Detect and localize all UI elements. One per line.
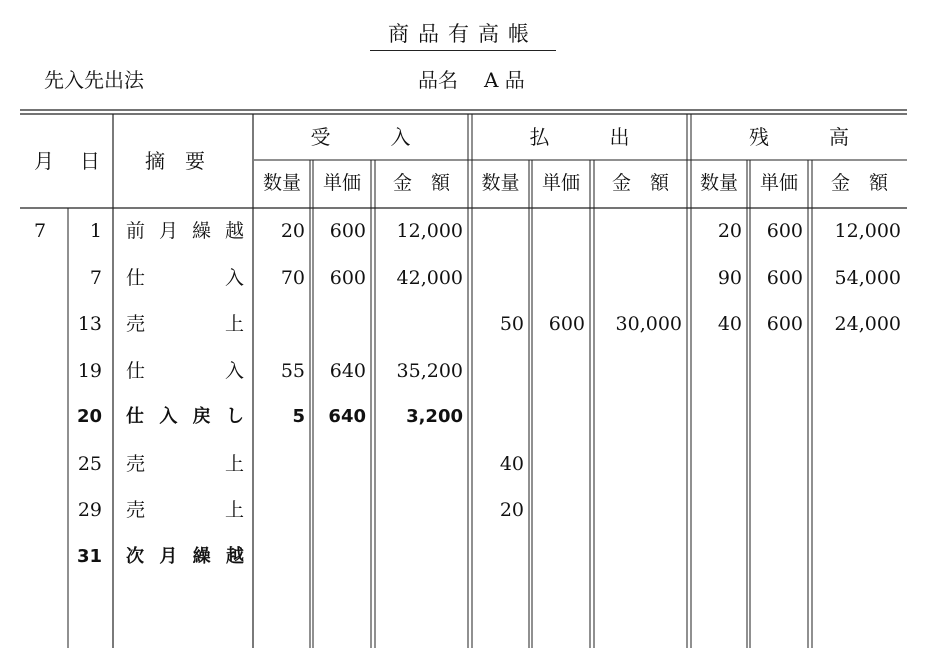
cell-bal-price: 600 (766, 267, 803, 289)
header-in-price: 単価 (322, 172, 361, 194)
cell-in-amount: 42,000 (396, 267, 463, 289)
cell-in-price: 640 (329, 360, 366, 382)
header-bal-price: 単価 (759, 172, 798, 194)
cell-bal-price: 600 (766, 220, 803, 242)
header-payments: 払 出 (529, 125, 630, 149)
ledger-title: 商品有高帳 (370, 18, 556, 51)
cell-out-qty: 20 (499, 499, 524, 521)
cell-bal-price: 600 (766, 313, 803, 335)
cell-bal-qty: 20 (717, 220, 742, 242)
cell-day: 7 (89, 267, 102, 289)
cell-day: 19 (77, 360, 102, 382)
cell-day: 13 (77, 313, 102, 335)
cell-day: 20 (76, 406, 102, 427)
header-in-amount: 金 額 (392, 172, 450, 194)
cell-summary: 売 上 (126, 453, 244, 475)
header-out-price: 単価 (541, 172, 580, 194)
cell-in-amount: 35,200 (396, 360, 463, 382)
cell-summary: 前月繰越 (126, 220, 244, 242)
cell-out-amount: 30,000 (615, 313, 682, 335)
cell-out-qty: 40 (499, 453, 524, 475)
cell-bal-amount: 54,000 (834, 267, 901, 289)
header-bal-amount: 金 額 (830, 172, 888, 194)
header-balance: 残 高 (749, 125, 849, 149)
cell-in-amount: 12,000 (396, 220, 463, 242)
header-month: 月 (34, 149, 54, 173)
cell-summary: 次月繰越 (126, 546, 244, 567)
cell-summary: 仕 入 (126, 267, 244, 289)
cell-bal-qty: 90 (717, 267, 742, 289)
cell-bal-amount: 12,000 (834, 220, 901, 242)
cell-out-qty: 50 (499, 313, 524, 335)
header-summary: 摘 要 (145, 149, 205, 173)
cell-in-price: 600 (329, 267, 366, 289)
header-out-qty: 数量 (481, 172, 520, 194)
header-day: 日 (80, 149, 100, 173)
valuation-method: 先入先出法 (44, 68, 144, 92)
cell-in-qty: 55 (280, 360, 305, 382)
cell-month: 7 (34, 220, 47, 242)
cell-day: 31 (76, 546, 102, 567)
header-out-amount: 金 額 (611, 172, 669, 194)
cell-day: 25 (77, 453, 102, 475)
cell-day: 29 (77, 499, 102, 521)
cell-summary: 仕入戻し (126, 406, 244, 427)
cell-in-qty: 20 (280, 220, 305, 242)
header-in-qty: 数量 (262, 172, 301, 194)
cell-out-price: 600 (548, 313, 585, 335)
item-label: 品名 (418, 68, 458, 92)
cell-in-price: 640 (328, 406, 366, 427)
header-bal-qty: 数量 (699, 172, 738, 194)
cell-in-qty: 5 (292, 406, 305, 427)
cell-summary: 売 上 (126, 313, 244, 335)
cell-in-price: 600 (329, 220, 366, 242)
cell-in-qty: 70 (280, 267, 305, 289)
header-receipts: 受 入 (310, 125, 411, 149)
item-name: A 品 (484, 68, 525, 92)
cell-summary: 仕 入 (126, 360, 244, 382)
cell-day: 1 (89, 220, 102, 242)
cell-bal-qty: 40 (717, 313, 742, 335)
cell-summary: 売 上 (126, 499, 244, 521)
cell-bal-amount: 24,000 (834, 313, 901, 335)
cell-in-amount: 3,200 (406, 406, 463, 427)
